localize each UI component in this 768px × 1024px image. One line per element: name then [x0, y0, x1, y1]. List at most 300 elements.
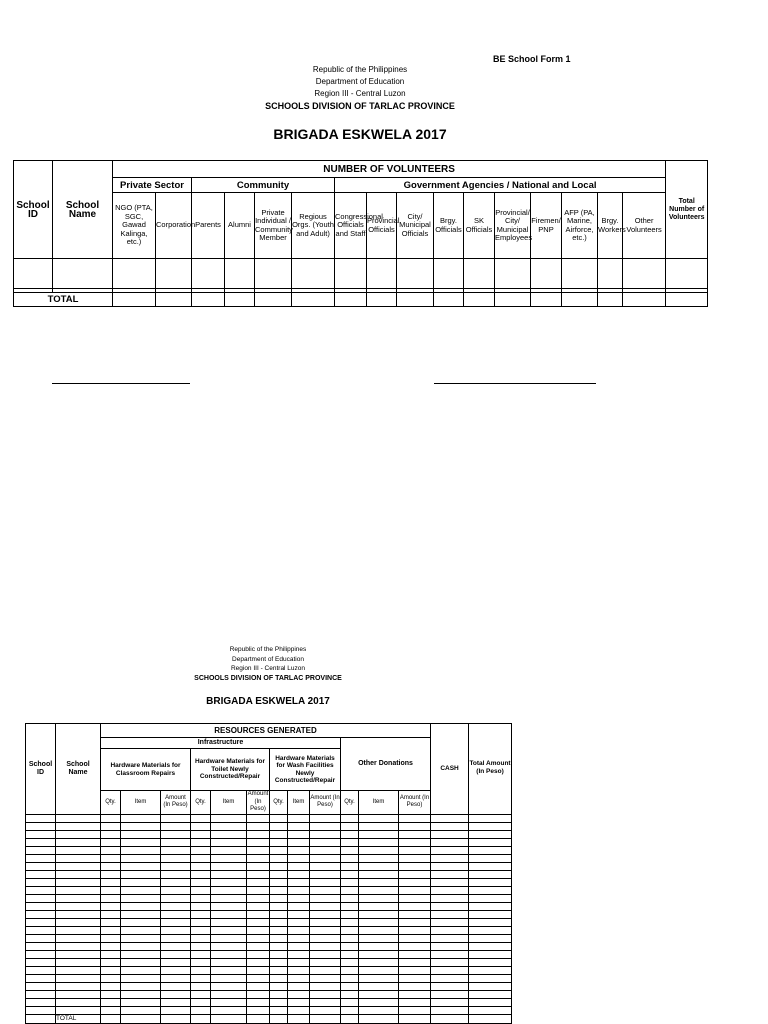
table-cell — [247, 910, 270, 918]
table-cell — [247, 974, 270, 982]
table-cell — [288, 918, 310, 926]
table-cell — [310, 878, 341, 886]
table-row — [26, 998, 512, 1006]
table-cell — [211, 982, 247, 990]
table-cell — [359, 814, 399, 822]
table-cell — [121, 958, 161, 966]
table-cell — [211, 950, 247, 958]
col-provincial-officials: Provincial Officials — [367, 193, 397, 259]
table-cell — [359, 942, 399, 950]
table-cell — [431, 950, 469, 958]
table-cell — [288, 846, 310, 854]
table-cell — [101, 894, 121, 902]
table-cell — [247, 934, 270, 942]
table-cell — [121, 878, 161, 886]
table-cell — [341, 966, 359, 974]
table-cell — [247, 822, 270, 830]
table-cell — [161, 822, 191, 830]
table-cell — [161, 958, 191, 966]
table-cell — [270, 998, 288, 1006]
sector-community: Community — [192, 178, 335, 193]
table-cell — [431, 902, 469, 910]
table-cell — [161, 894, 191, 902]
table-cell — [341, 886, 359, 894]
table-cell — [56, 998, 101, 1006]
header-region-2: Region III - Central Luzon — [230, 665, 306, 672]
table-cell — [56, 822, 101, 830]
table-row — [26, 886, 512, 894]
table-cell — [399, 974, 431, 982]
table-cell — [247, 814, 270, 822]
table-cell — [431, 1006, 469, 1014]
table-cell — [26, 830, 56, 838]
sector-government: Government Agencies / National and Local — [335, 178, 666, 193]
table-cell — [359, 934, 399, 942]
col-provincial-employees: Provincial/ City/ Municipal Employees — [495, 193, 531, 259]
table-row — [26, 822, 512, 830]
col-school-id-2: School ID — [26, 724, 56, 815]
table-cell — [211, 838, 247, 846]
table-cell — [56, 870, 101, 878]
table-cell — [469, 878, 512, 886]
table-row — [26, 902, 512, 910]
category-other-donations: Other Donations — [341, 738, 431, 791]
table-cell — [211, 854, 247, 862]
category-wash-facilities: Hardware Materials for Wash Facilities Newly Constructed/Repair — [270, 749, 341, 791]
table-cell — [101, 814, 121, 822]
table-cell — [191, 934, 211, 942]
table-row — [26, 982, 512, 990]
group-resources-generated: RESOURCES GENERATED — [101, 724, 431, 738]
table-cell — [191, 1006, 211, 1014]
table-cell — [359, 886, 399, 894]
table-cell — [26, 886, 56, 894]
table-cell — [310, 814, 341, 822]
table-cell — [341, 990, 359, 998]
table-cell — [310, 894, 341, 902]
header-republic-2: Republic of the Philippines — [229, 646, 307, 653]
table-cell — [288, 878, 310, 886]
col-brgy-officials: Brgy. Officials — [434, 193, 464, 259]
table-cell — [26, 990, 56, 998]
table-cell — [469, 942, 512, 950]
table-cell — [101, 878, 121, 886]
table-cell — [56, 990, 101, 998]
table-cell — [399, 902, 431, 910]
table-cell — [469, 910, 512, 918]
table-cell — [310, 910, 341, 918]
table-cell — [26, 854, 56, 862]
table-cell — [26, 982, 56, 990]
sub-item: Item — [288, 791, 310, 815]
table-cell — [341, 854, 359, 862]
table-cell — [121, 942, 161, 950]
header-deped: Department of Education — [315, 77, 405, 86]
table-cell — [310, 990, 341, 998]
table-cell — [121, 838, 161, 846]
table-cell — [431, 926, 469, 934]
table-row — [26, 854, 512, 862]
table-cell — [399, 966, 431, 974]
table-cell — [341, 1006, 359, 1014]
table-cell — [26, 910, 56, 918]
table-cell — [247, 950, 270, 958]
table-cell — [399, 886, 431, 894]
table-cell — [121, 974, 161, 982]
table-cell — [288, 870, 310, 878]
table-cell — [288, 902, 310, 910]
table-cell — [359, 974, 399, 982]
col-alumni: Alumni — [225, 193, 255, 259]
header-region: Region III - Central Luzon — [314, 89, 406, 98]
table-cell — [359, 958, 399, 966]
table-row — [26, 838, 512, 846]
table-cell — [431, 846, 469, 854]
table-cell — [431, 878, 469, 886]
table-cell — [431, 894, 469, 902]
table-row — [26, 958, 512, 966]
table-cell — [399, 894, 431, 902]
table-cell — [288, 934, 310, 942]
table-cell — [431, 934, 469, 942]
table-cell — [469, 1006, 512, 1014]
col-total-volunteers: Total Number of Volunteers — [666, 161, 708, 259]
table-row — [14, 259, 708, 289]
table-cell — [359, 822, 399, 830]
table-cell — [56, 918, 101, 926]
col-brgy-workers: Brgy. Workers — [598, 193, 623, 259]
table-cell — [121, 846, 161, 854]
table-cell — [399, 830, 431, 838]
table-cell — [359, 902, 399, 910]
table-cell — [341, 950, 359, 958]
table-cell — [247, 998, 270, 1006]
sub-item: Item — [121, 791, 161, 815]
table-cell — [191, 910, 211, 918]
table-cell — [26, 966, 56, 974]
table-cell — [288, 950, 310, 958]
table-cell — [211, 814, 247, 822]
table-row — [26, 990, 512, 998]
table-cell — [161, 910, 191, 918]
table-cell — [211, 990, 247, 998]
table-cell — [469, 966, 512, 974]
col-corporation: Corporation — [156, 193, 192, 259]
table-cell — [399, 998, 431, 1006]
table-cell — [247, 926, 270, 934]
table-cell — [288, 982, 310, 990]
table-cell — [211, 998, 247, 1006]
table-cell — [270, 830, 288, 838]
table-cell — [211, 822, 247, 830]
table-cell — [341, 838, 359, 846]
sub-qty: Qty. — [101, 791, 121, 815]
table-cell — [399, 918, 431, 926]
table-cell — [121, 854, 161, 862]
table-cell — [469, 846, 512, 854]
table-cell — [270, 958, 288, 966]
table-cell — [211, 846, 247, 854]
total-label: TOTAL — [14, 293, 113, 307]
table-cell — [399, 958, 431, 966]
table-cell — [191, 886, 211, 894]
table-cell — [288, 886, 310, 894]
table-cell — [469, 934, 512, 942]
table-cell — [26, 998, 56, 1006]
table-cell — [56, 1006, 101, 1014]
table-cell — [161, 870, 191, 878]
table-cell — [469, 822, 512, 830]
volunteers-table — [13, 160, 708, 307]
table-cell — [26, 846, 56, 854]
table-cell — [469, 958, 512, 966]
table-cell — [56, 910, 101, 918]
table-cell — [161, 998, 191, 1006]
table-cell — [310, 902, 341, 910]
table-cell — [211, 926, 247, 934]
table-cell — [191, 878, 211, 886]
table-cell — [247, 878, 270, 886]
table-cell — [359, 862, 399, 870]
table-cell — [431, 998, 469, 1006]
table-cell — [341, 822, 359, 830]
table-cell — [161, 990, 191, 998]
table-cell — [101, 822, 121, 830]
table-cell — [161, 974, 191, 982]
col-sk-officials: SK Officials — [464, 193, 495, 259]
table-cell — [288, 838, 310, 846]
table-cell — [211, 966, 247, 974]
table-cell — [211, 830, 247, 838]
table-cell — [270, 966, 288, 974]
sector-private: Private Sector — [113, 178, 192, 193]
table-cell — [399, 870, 431, 878]
table-cell — [431, 910, 469, 918]
table-cell — [121, 862, 161, 870]
table-cell — [359, 870, 399, 878]
table-cell — [270, 1006, 288, 1014]
table-cell — [121, 926, 161, 934]
table-cell — [431, 990, 469, 998]
table-cell — [101, 926, 121, 934]
table-row — [26, 918, 512, 926]
table-cell — [288, 998, 310, 1006]
table-cell — [270, 846, 288, 854]
table-cell — [191, 830, 211, 838]
sub-amount: Amount (In Peso) — [161, 791, 191, 815]
table-cell — [247, 958, 270, 966]
table-cell — [161, 814, 191, 822]
table-cell — [56, 942, 101, 950]
table-cell — [26, 934, 56, 942]
table-cell — [431, 886, 469, 894]
table-cell — [288, 862, 310, 870]
table-cell — [247, 838, 270, 846]
table-cell — [121, 830, 161, 838]
col-afp: AFP (PA, Marine, Airforce, etc.) — [562, 193, 598, 259]
table-cell — [211, 958, 247, 966]
table-cell — [121, 998, 161, 1006]
table-cell — [247, 854, 270, 862]
table-row — [26, 1006, 512, 1014]
table-cell — [310, 886, 341, 894]
table-cell — [211, 894, 247, 902]
table-cell — [26, 894, 56, 902]
table-cell — [161, 950, 191, 958]
table-cell — [211, 870, 247, 878]
table-cell — [431, 838, 469, 846]
col-congressional: Congressional Officials and Staff — [335, 193, 367, 259]
table-cell — [469, 926, 512, 934]
table-cell — [270, 894, 288, 902]
table-cell — [211, 878, 247, 886]
col-ngo: NGO (PTA, SGC, Gawad Kalinga, etc.) — [113, 193, 156, 259]
table-cell — [161, 878, 191, 886]
table-cell — [431, 830, 469, 838]
table-cell — [191, 822, 211, 830]
table-cell — [191, 950, 211, 958]
table-cell — [359, 846, 399, 854]
page-title: BRIGADA ESKWELA 2017 — [273, 126, 447, 142]
table-cell — [399, 838, 431, 846]
table-cell — [310, 830, 341, 838]
table-row — [26, 966, 512, 974]
col-school-name-2: School Name — [56, 724, 101, 815]
table-cell — [431, 942, 469, 950]
table-cell — [469, 974, 512, 982]
table-cell — [191, 894, 211, 902]
table-cell — [101, 990, 121, 998]
table-cell — [161, 854, 191, 862]
table-cell — [270, 862, 288, 870]
col-private-individual: Private Individual / Community Member — [255, 193, 292, 259]
total-row-2 — [26, 1014, 512, 1023]
table-cell — [270, 822, 288, 830]
table-cell — [270, 974, 288, 982]
table-cell — [359, 1006, 399, 1014]
header-deped-2: Department of Education — [232, 656, 304, 663]
table-cell — [310, 982, 341, 990]
table-cell — [191, 838, 211, 846]
table-cell — [469, 894, 512, 902]
table-cell — [310, 862, 341, 870]
table-cell — [341, 870, 359, 878]
table-cell — [121, 1006, 161, 1014]
table-cell — [341, 814, 359, 822]
table-cell — [26, 926, 56, 934]
table-cell — [56, 814, 101, 822]
table-cell — [310, 966, 341, 974]
col-parents: Parents — [192, 193, 225, 259]
table-cell — [101, 910, 121, 918]
table-cell — [341, 934, 359, 942]
table-cell — [270, 942, 288, 950]
table-cell — [56, 934, 101, 942]
table-cell — [161, 926, 191, 934]
table-cell — [469, 902, 512, 910]
table-cell — [26, 822, 56, 830]
table-cell — [121, 814, 161, 822]
table-cell — [469, 838, 512, 846]
table-cell — [431, 862, 469, 870]
table-cell — [247, 846, 270, 854]
header-republic: Republic of the Philippines — [312, 65, 408, 74]
table-cell — [191, 862, 211, 870]
table-cell — [101, 886, 121, 894]
table-row — [26, 910, 512, 918]
table-cell — [101, 958, 121, 966]
table-cell — [211, 918, 247, 926]
table-cell — [341, 910, 359, 918]
table-cell — [288, 830, 310, 838]
table-cell — [399, 910, 431, 918]
table-cell — [121, 886, 161, 894]
table-cell — [101, 1006, 121, 1014]
table-cell — [399, 878, 431, 886]
signature-line-right — [434, 383, 596, 384]
table-cell — [469, 990, 512, 998]
table-row — [26, 974, 512, 982]
table-cell — [121, 910, 161, 918]
table-cell — [310, 846, 341, 854]
table-cell — [270, 918, 288, 926]
table-cell — [469, 854, 512, 862]
table-row — [26, 814, 512, 822]
table-cell — [399, 982, 431, 990]
table-cell — [121, 822, 161, 830]
table-cell — [191, 870, 211, 878]
table-cell — [161, 918, 191, 926]
table-cell — [121, 990, 161, 998]
table-cell — [399, 854, 431, 862]
table-cell — [270, 934, 288, 942]
group-number-of-volunteers: NUMBER OF VOLUNTEERS — [113, 161, 666, 178]
table-cell — [161, 902, 191, 910]
table-cell — [341, 974, 359, 982]
table-cell — [399, 822, 431, 830]
table-cell — [56, 886, 101, 894]
table-cell — [431, 854, 469, 862]
table-cell — [359, 926, 399, 934]
table-cell — [288, 966, 310, 974]
table-row — [26, 894, 512, 902]
table-cell — [56, 838, 101, 846]
table-cell — [341, 998, 359, 1006]
table-cell — [310, 838, 341, 846]
table-cell — [341, 878, 359, 886]
table-cell — [191, 942, 211, 950]
table-cell — [310, 926, 341, 934]
table-cell — [270, 838, 288, 846]
table-cell — [211, 942, 247, 950]
table-cell — [56, 846, 101, 854]
table-cell — [56, 902, 101, 910]
table-cell — [26, 918, 56, 926]
sub-amount: Amount (In Peso) — [399, 791, 431, 815]
table-cell — [247, 990, 270, 998]
table-cell — [247, 1006, 270, 1014]
table-cell — [270, 814, 288, 822]
table-cell — [211, 886, 247, 894]
table-cell — [56, 966, 101, 974]
table-cell — [270, 870, 288, 878]
sub-amount: Amount (In Peso) — [310, 791, 341, 815]
table-cell — [161, 830, 191, 838]
table-cell — [211, 934, 247, 942]
table-cell — [359, 854, 399, 862]
table-cell — [247, 918, 270, 926]
table-cell — [469, 950, 512, 958]
